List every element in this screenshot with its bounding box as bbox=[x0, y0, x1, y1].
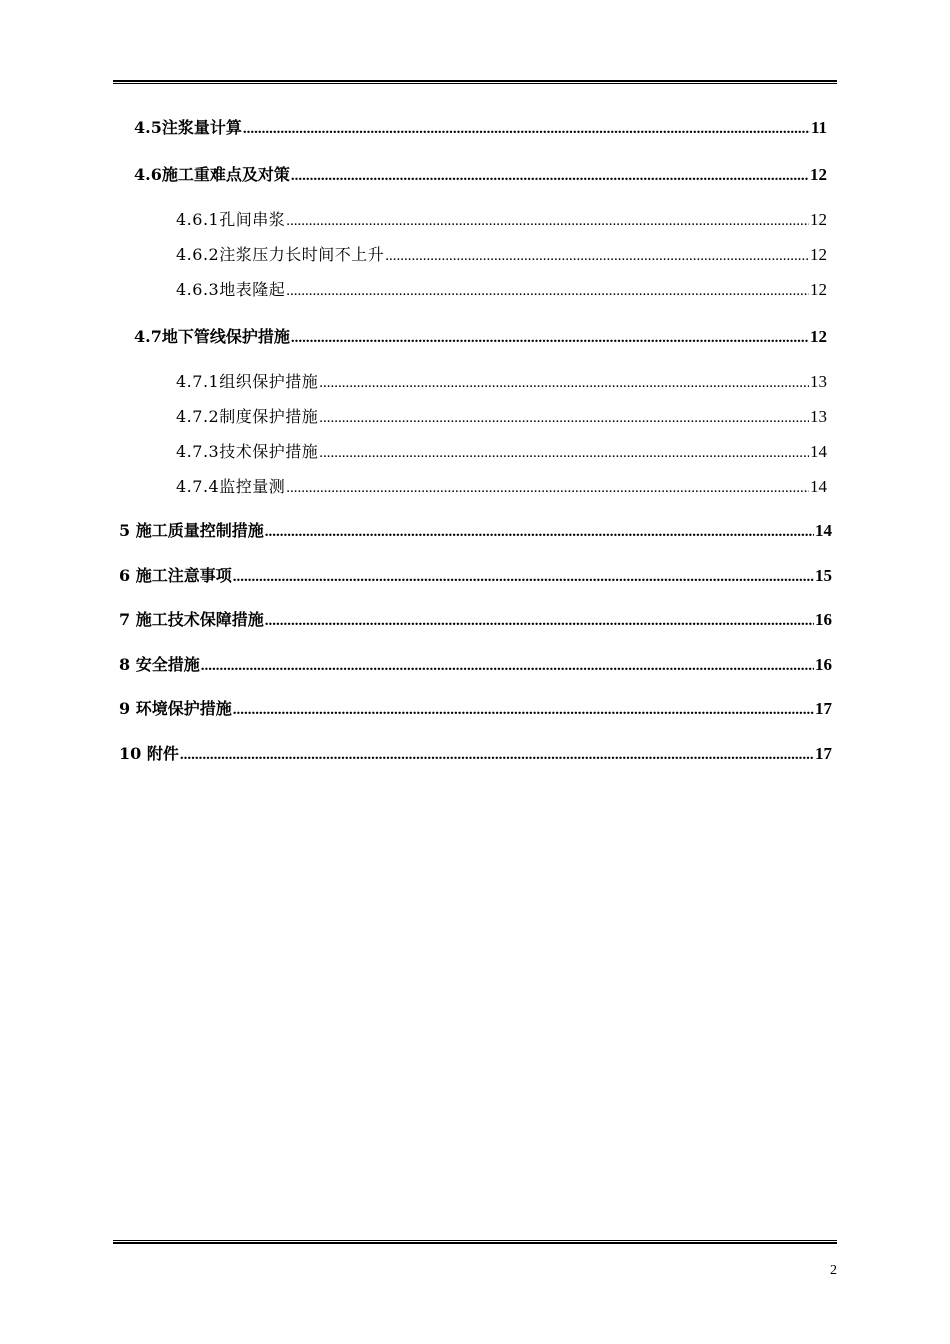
toc-entry-label: 4.7.3技术保护措施 bbox=[176, 442, 319, 461]
toc-entry-page: 15 bbox=[815, 566, 832, 585]
toc-entry-page: 13 bbox=[810, 372, 827, 391]
toc-entry-label: 4.6施工重难点及对策 bbox=[134, 165, 290, 184]
toc-entry-page: 12 bbox=[810, 210, 827, 229]
toc-entry-label: 4.6.1孔间串浆 bbox=[176, 210, 286, 229]
dot-leader bbox=[291, 326, 809, 350]
toc-entry-label: 4.7.2制度保护措施 bbox=[176, 407, 319, 426]
dot-leader bbox=[291, 164, 809, 188]
toc-entry-4-7-3[interactable] bbox=[176, 440, 827, 464]
dot-leader bbox=[286, 209, 809, 233]
toc-entry-page: 12 bbox=[810, 280, 827, 299]
toc-entry-label: 4.7.4监控量测 bbox=[176, 477, 286, 496]
toc-entry-page: 12 bbox=[810, 245, 827, 264]
toc-entry-page: 11 bbox=[810, 118, 827, 137]
toc-entry-label: 10 附件 bbox=[119, 744, 179, 763]
toc-entry-9[interactable] bbox=[119, 697, 832, 721]
toc-entry-4-6[interactable] bbox=[134, 163, 827, 187]
toc-entry-10[interactable] bbox=[119, 742, 832, 766]
dot-leader bbox=[265, 609, 814, 633]
toc-entry-6[interactable] bbox=[119, 564, 832, 588]
toc-entry-4-7-1[interactable] bbox=[176, 370, 827, 394]
toc-entry-label: 9 环境保护措施 bbox=[119, 699, 232, 718]
toc-entry-7[interactable] bbox=[119, 608, 832, 632]
toc-entry-4-7-4[interactable] bbox=[176, 475, 827, 499]
toc-entry-page: 17 bbox=[815, 699, 832, 718]
dot-leader bbox=[385, 244, 809, 268]
toc-entry-label: 4.7地下管线保护措施 bbox=[134, 327, 290, 346]
toc-entry-page: 12 bbox=[810, 165, 827, 184]
toc-entry-label: 4.5注浆量计算 bbox=[134, 118, 242, 137]
toc-entry-label: 4.6.2注浆压力长时间不上升 bbox=[176, 245, 385, 264]
toc-entry-page: 13 bbox=[810, 407, 827, 426]
dot-leader bbox=[201, 654, 814, 678]
toc-entry-4-7-2[interactable] bbox=[176, 405, 827, 429]
toc-entry-page: 14 bbox=[815, 521, 832, 540]
dot-leader bbox=[319, 406, 809, 430]
toc-entry-4-6-1[interactable] bbox=[176, 208, 827, 232]
toc-entry-label: 8 安全措施 bbox=[119, 655, 200, 674]
page-number: 2 bbox=[830, 1263, 837, 1278]
toc-entry-label: 5 施工质量控制措施 bbox=[119, 521, 264, 540]
dot-leader bbox=[243, 117, 810, 141]
toc-entry-4-6-3[interactable] bbox=[176, 278, 827, 302]
dot-leader bbox=[233, 698, 814, 722]
dot-leader bbox=[265, 520, 814, 544]
dot-leader bbox=[286, 279, 809, 303]
toc-entry-label: 7 施工技术保障措施 bbox=[119, 610, 264, 629]
dot-leader bbox=[319, 441, 809, 465]
toc-entry-4-7[interactable] bbox=[134, 325, 827, 349]
toc-entry-page: 12 bbox=[810, 327, 827, 346]
toc-entry-page: 17 bbox=[815, 744, 832, 763]
toc-entry-8[interactable] bbox=[119, 653, 832, 677]
toc-entry-page: 14 bbox=[810, 442, 827, 461]
toc-entry-page: 16 bbox=[815, 610, 832, 629]
toc-entry-4-6-2[interactable] bbox=[176, 243, 827, 267]
toc-entry-label: 4.7.1组织保护措施 bbox=[176, 372, 319, 391]
dot-leader bbox=[233, 565, 814, 589]
dot-leader bbox=[319, 371, 809, 395]
toc-entry-label: 4.6.3地表隆起 bbox=[176, 280, 286, 299]
toc-entry-4-5[interactable] bbox=[134, 116, 827, 140]
dot-leader bbox=[180, 743, 814, 767]
header-rule bbox=[113, 80, 837, 84]
toc-entry-label: 6 施工注意事项 bbox=[119, 566, 232, 585]
toc-entry-page: 16 bbox=[815, 655, 832, 674]
toc-entry-5[interactable] bbox=[119, 519, 832, 543]
toc-entry-page: 14 bbox=[810, 477, 827, 496]
footer-rule bbox=[113, 1240, 837, 1244]
dot-leader bbox=[286, 476, 809, 500]
